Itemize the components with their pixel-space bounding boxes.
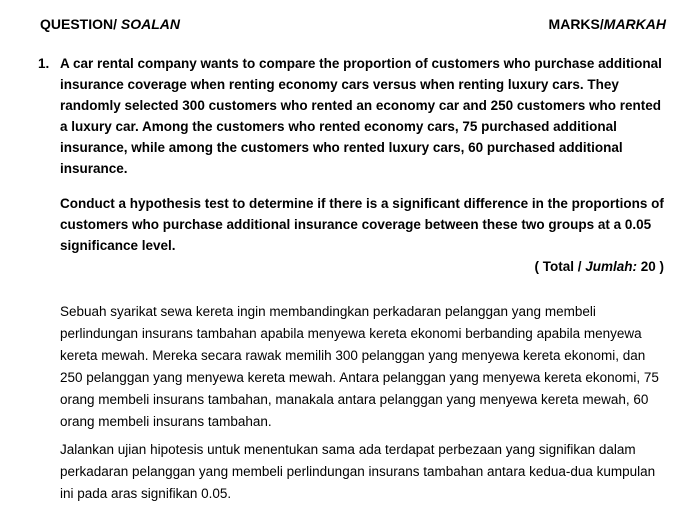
total-prefix: ( Total / xyxy=(534,259,586,274)
question-paragraph-ms-1: Sebuah syarikat sewa kereta ingin membandingkan perkadaran pelanggan yang membeli perlindungan insurans tambahan apabila menyewa kereta ekonomi berbanding apabila menyewa kereta mewah. Mereka secara rawak memilih 300 pelanggan yang menyewa kereta ekonomi, dan 250 pelanggan yang menyewa kereta mewah. Antara pelanggan yang menyewa kereta ekonomi, 75 orang membeli insurans tambahan, manakala antara pelanggan yang menyewa kereta mewah, 60 orang membeli insurans tambahan. xyxy=(60,304,659,429)
total-suffix: 20 ) xyxy=(636,259,664,274)
question-header-en: QUESTION/ xyxy=(40,16,118,32)
question-number: 1. xyxy=(38,56,50,71)
question-paragraph-en-2: Conduct a hypothesis test to determine if there is a significant difference in the proportions of customers who purchase additional insurance coverage between these two groups at a 0.05 significance level. xyxy=(60,196,664,253)
marks-header-en: MARKS/ xyxy=(548,16,604,32)
question-header-ms: SOALAN xyxy=(117,16,181,32)
total-marks xyxy=(534,256,664,277)
table-header xyxy=(40,15,666,33)
marks-header-ms: MARKAH xyxy=(603,16,666,32)
marks-header xyxy=(549,15,666,33)
question-paragraph-en-1: A car rental company wants to compare the proportion of customers who purchase additional insurance coverage when renting economy cars versus when renting luxury cars. They randomly selected 300 customers who rented an economy car and 250 customers who rented a luxury car. Among the customers who rented economy cars, 75 purchased additional insurance, while among the customers who rented luxury cars, 60 purchased additional insurance. xyxy=(60,56,662,176)
total-italic: Jumlah: xyxy=(585,259,637,274)
question-paragraph-ms-2: Jalankan ujian hipotesis untuk menentukan sama ada terdapat perbezaan yang signifikan dalam perkadaran pelanggan yang membeli perlindungan insurans tambahan antara kedua-dua kumpulan ini pada aras signifikan 0.05. xyxy=(60,442,656,501)
question-header xyxy=(40,15,180,33)
